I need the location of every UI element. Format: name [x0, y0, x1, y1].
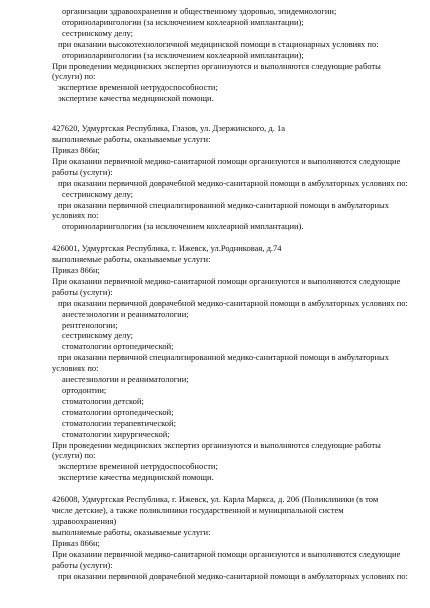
text-line: экспертизе качества медицинской помощи.: [58, 472, 214, 483]
text-line: анестезиологии и реаниматологии;: [62, 308, 189, 319]
text-line: 426008, Удмуртская Республика, г. Ижевск, ул. Карла Маркса, д. 206 (Поликлиники (в том: [52, 494, 379, 505]
text-line: при оказании первичной доврачебной медико-санитарной помощи в амбулаторных условиях по:: [58, 297, 408, 308]
text-line: стоматологии ортопедической;: [62, 341, 174, 352]
text-line: сестринскому делу;: [62, 330, 133, 341]
text-line: экспертизе качества медицинской помощи.: [58, 93, 214, 104]
text-line: условиях по:: [52, 363, 99, 374]
text-line: рентгенологии;: [62, 319, 118, 330]
text-line: Приказ 866н;: [52, 144, 100, 155]
text-line: экспертизе временной нетрудоспособности;: [58, 82, 218, 93]
text-line: (услуги) по:: [52, 450, 96, 461]
text-line: стоматологии ортопедической;: [62, 406, 174, 417]
text-line: при оказании первичной доврачебной медико-санитарной помощи в амбулаторных условиях по:: [58, 570, 408, 581]
text-line: сестринскому делу;: [62, 27, 133, 38]
text-line: При оказании первичной медико-санитарной помощи организуются и выполняются следующие: [52, 275, 401, 286]
text-line: работы (услуги):: [52, 166, 113, 177]
text-line: при оказании первичной специализированной медико-санитарной помощи в амбулаторных: [58, 352, 390, 363]
text-line: При оказании первичной медико-санитарной помощи организуются и выполняются следующие: [52, 155, 401, 166]
text-line: при оказании первичной специализированной медико-санитарной помощи в амбулаторных: [58, 199, 390, 210]
text-line: оториноларингологии (за исключением кохлеарной имплантации).: [62, 221, 304, 232]
text-line: работы (услуги):: [52, 286, 113, 297]
text-line: стоматологии хирургической;: [62, 428, 170, 439]
text-line: выполняемые работы, оказываемые услуги:: [52, 134, 211, 145]
text-line: выполняемые работы, оказываемые услуги:: [52, 526, 211, 537]
text-line: При оказании первичной медико-санитарной помощи организуются и выполняются следующие: [52, 548, 401, 559]
text-line: (услуги) по:: [52, 71, 96, 82]
text-line: условиях по:: [52, 210, 99, 221]
text-line: при оказании высокотехнологичной медицинской помощи в стационарных условиях по:: [58, 38, 379, 49]
text-line: ортодонтии;: [62, 385, 107, 395]
text-line: организации здравоохранения и общественному здоровью, эпидемиологии;: [62, 6, 337, 16]
document-section: [52, 494, 406, 581]
text-line: При проведении медицинских экспертиз организуются и выполняются следующие работы: [52, 439, 381, 450]
text-line: Приказ 866н;: [52, 537, 100, 548]
text-line: сестринскому делу;: [62, 188, 133, 199]
document-section: [52, 6, 406, 104]
text-line: Приказ 866н;: [52, 265, 100, 276]
text-line: здравоохранения): [52, 515, 117, 526]
text-line: стоматологии детской;: [62, 395, 144, 406]
text-line: при оказании первичной доврачебной медико-санитарной помощи в амбулаторных условиях по:: [58, 177, 408, 188]
text-line: оториноларингологии (за исключением кохлеарной имплантации);: [62, 16, 304, 27]
text-line: 426001, Удмуртская Республика, г. Ижевск, ул.Родниковая, д.74: [52, 243, 282, 254]
text-line: выполняемые работы, оказываемые услуги:: [52, 254, 211, 265]
text-line: экспертизе временной нетрудоспособности;: [58, 461, 218, 472]
text-line: числе детские), а также поликлиники государственной и муниципальной систем: [52, 505, 344, 516]
text-line: стоматологии терапевтической;: [62, 417, 176, 428]
text-line: работы (услуги):: [52, 559, 113, 570]
document-section: [52, 123, 406, 232]
text-line: оториноларингологии (за исключением кохлеарной имплантации);: [62, 49, 304, 60]
text-line: анестезиологии и реаниматологии;: [62, 374, 189, 385]
text-line: 427620, Удмуртская Республика, Глазов, ул. Дзержинского, д. 1а: [52, 123, 285, 134]
document-section: [52, 243, 406, 483]
text-line: При проведении медицинских экспертиз организуются и выполняются следующие работы: [52, 60, 381, 71]
